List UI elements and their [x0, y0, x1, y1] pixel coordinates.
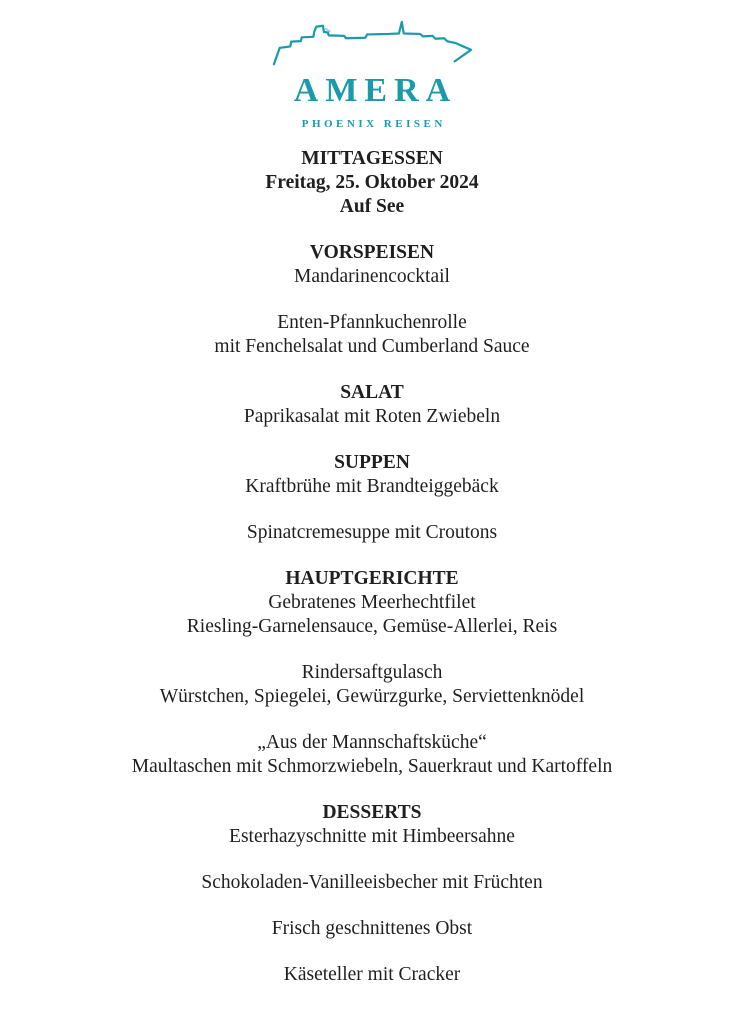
menu-item-group: [214, 311, 529, 359]
menu-item-group: [132, 731, 613, 779]
section-heading: VORSPEISEN: [309, 242, 435, 263]
menu-title: MITTAGESSEN: [301, 148, 443, 169]
menu-item: „Aus der Mannschaftsküche“: [257, 732, 487, 753]
menu-item: Schokoladen-Vanilleeisbecher mit Früchten: [201, 872, 543, 893]
section-heading: DESSERTS: [322, 802, 422, 823]
menu-item-group: [201, 871, 542, 895]
menu-date: Freitag, 25. Oktober 2024: [265, 172, 479, 193]
section-heading: HAUPTGERICHTE: [285, 568, 459, 589]
menu-item: Gebratenes Meerhechtfilet: [268, 592, 476, 613]
menu-item-detail: Riesling-Garnelensauce, Gemüse-Allerlei, Reis: [186, 616, 558, 637]
logo-subtitle: PHOENIX REISEN: [301, 118, 446, 130]
menu-item-group: [245, 521, 498, 545]
menu-item-group: [245, 475, 498, 499]
menu-item: Spinatcremesuppe mit Croutons: [246, 522, 498, 543]
menu-item-group: [201, 917, 542, 941]
menu-item-group: [244, 405, 500, 429]
menu-section-suppen: [245, 451, 498, 545]
menu-item: Esterhazyschnitte mit Himbeersahne: [229, 826, 515, 847]
logo-brand-name: AMERA: [293, 72, 458, 109]
menu-section-desserts: [201, 801, 542, 987]
menu-item: Mandarinencocktail: [294, 266, 450, 287]
menu-item-group: [132, 591, 613, 639]
menu-item-detail: Maultaschen mit Schmorzwiebeln, Sauerkraut und Kartoffeln: [131, 756, 613, 777]
menu-item: Rindersaftgulasch: [301, 662, 443, 683]
menu-item-group: [214, 265, 529, 289]
menu-item-group: [201, 825, 542, 849]
menu-item: Enten-Pfannkuchenrolle: [277, 312, 467, 333]
section-heading: SUPPEN: [334, 452, 410, 473]
menu-item-group: [132, 661, 613, 709]
menu-item-detail: Würstchen, Spiegelei, Gewürzgurke, Serviettenknödel: [159, 686, 585, 707]
ship-outline-icon: [261, 20, 483, 70]
menu-item: Frisch geschnittenes Obst: [271, 918, 473, 939]
logo: [261, 20, 483, 131]
menu-header: [265, 147, 478, 219]
menu-item-group: [201, 963, 542, 987]
menu-section-hauptgerichte: [132, 567, 613, 779]
section-heading: SALAT: [340, 382, 404, 403]
menu-section-salat: [244, 381, 500, 429]
menu-item-detail: mit Fenchelsalat und Cumberland Sauce: [214, 336, 530, 357]
menu-item: Paprikasalat mit Roten Zwiebeln: [243, 406, 501, 427]
menu-location: Auf See: [339, 196, 405, 217]
menu-section-vorspeisen: [214, 241, 529, 359]
menu-item: Kraftbrühe mit Brandteiggebäck: [245, 476, 499, 497]
menu-item: Käseteller mit Cracker: [283, 964, 461, 985]
